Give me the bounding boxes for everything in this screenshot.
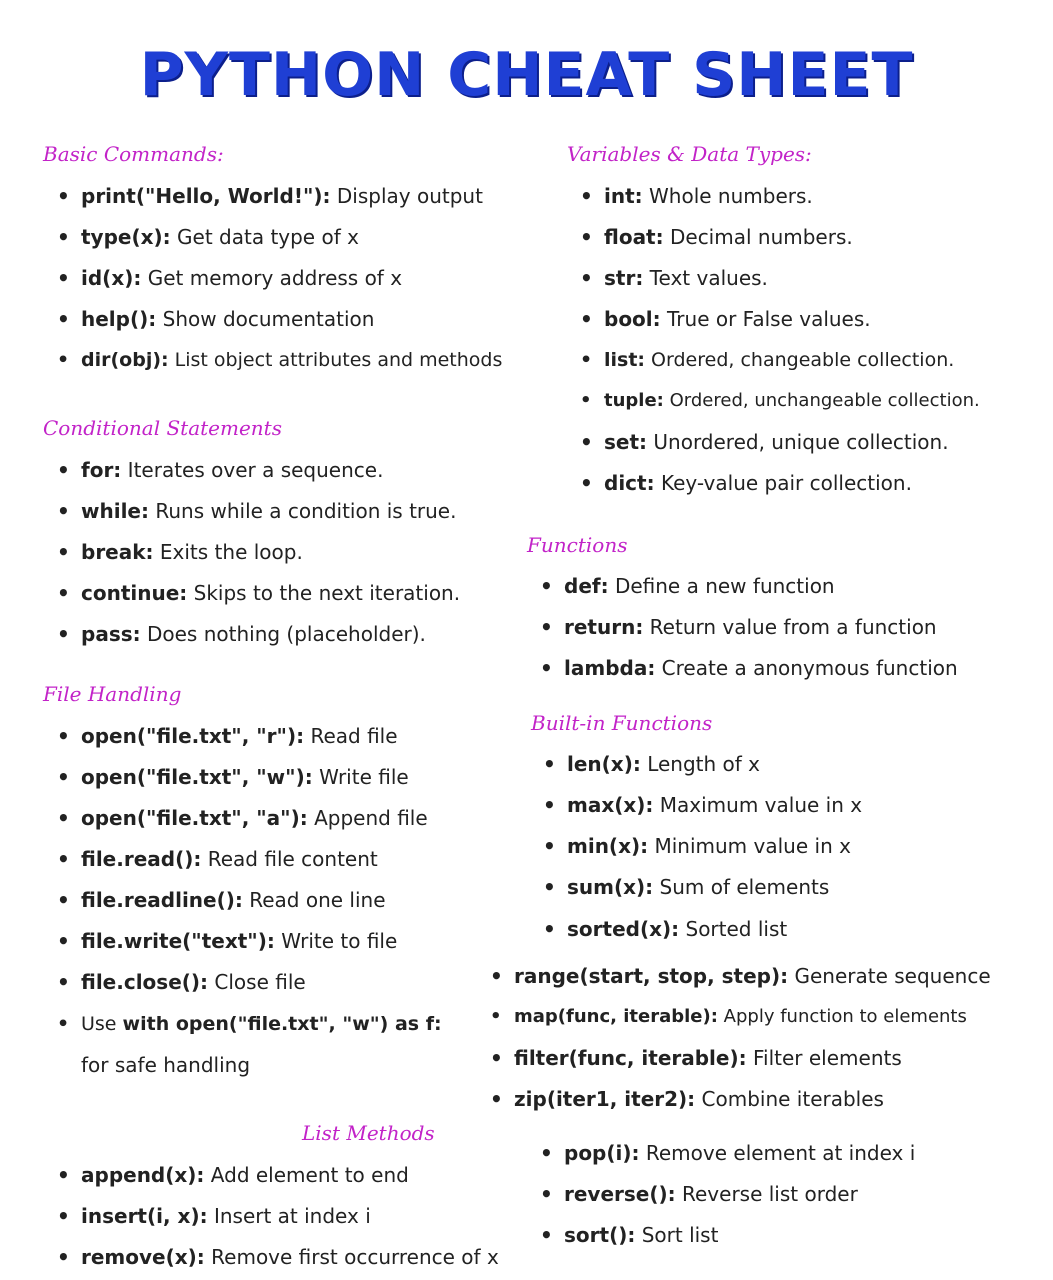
section-title-file-handling: File Handling [43,682,182,706]
list-item: • open("file.txt", "r"): Read file [57,724,398,748]
list-item: • remove(x): Remove first occurrence of x [57,1245,499,1269]
list-item: • open("file.txt", "w"): Write file [57,765,409,789]
list-item: • str: Text values. [580,266,768,290]
list-item: • bool: True or False values. [580,307,871,331]
section-title-variables-data-types: Variables & Data Types: [567,142,812,166]
list-item: • range(start, stop, step): Generate sequence [490,964,991,988]
list-item: • insert(i, x): Insert at index i [57,1204,371,1228]
list-item: • break: Exits the loop. [57,540,303,564]
list-item: • while: Runs while a condition is true. [57,499,457,523]
list-item: • file.read(): Read file content [57,847,378,871]
list-item: • pass: Does nothing (placeholder). [57,622,426,646]
list-item: • file.readline(): Read one line [57,888,386,912]
list-item: • filter(func, iterable): Filter elements [490,1046,902,1070]
page-title: PYTHON CHEAT SHEET [139,40,914,110]
list-item: • zip(iter1, iter2): Combine iterables [490,1087,884,1111]
list-item: • id(x): Get memory address of x [57,266,403,290]
list-item: • return: Return value from a function [540,615,937,639]
list-item: • help(): Show documentation [57,307,375,331]
list-item: • reverse(): Reverse list order [540,1182,858,1206]
section-title-list-methods: List Methods [302,1121,435,1145]
section-title-basic-commands: Basic Commands: [43,142,224,166]
section-title-built-in-functions: Built-in Functions [531,711,713,735]
list-item: • max(x): Maximum value in x [543,793,863,817]
list-item: • map(func, iterable): Apply function to elements [490,1006,967,1027]
list-item: • sort(): Sort list [540,1223,719,1247]
list-item: • pop(i): Remove element at index i [540,1141,916,1165]
list-item: • int: Whole numbers. [580,184,813,208]
list-item: • continue: Skips to the next iteration. [57,581,461,605]
list-item: • file.close(): Close file [57,970,306,994]
list-item: • append(x): Add element to end [57,1163,409,1187]
list-item: • file.write("text"): Write to file [57,929,398,953]
list-item: • set: Unordered, unique collection. [580,430,949,454]
list-item: • float: Decimal numbers. [580,225,853,249]
section-title-functions: Functions [527,533,628,557]
list-item: • lambda: Create a anonymous function [540,656,958,680]
list-item: • min(x): Minimum value in x [543,834,851,858]
list-item: • Use with open("file.txt", "w") as f: [57,1013,442,1035]
list-item: • type(x): Get data type of x [57,225,359,249]
list-item: • dict: Key-value pair collection. [580,471,912,495]
list-item: • list: Ordered, changeable collection. [580,349,955,371]
list-item: • sum(x): Sum of elements [543,875,830,899]
list-item: • len(x): Length of x [543,752,761,776]
list-item: • open("file.txt", "a"): Append file [57,806,428,830]
list-item-continuation: for safe handling [81,1053,251,1077]
section-title-conditional-statements: Conditional Statements [43,416,282,440]
list-item: • for: Iterates over a sequence. [57,458,384,482]
list-item: • dir(obj): List object attributes and methods [57,349,503,371]
list-item: • tuple: Ordered, unchangeable collection. [580,390,980,411]
list-item: • sorted(x): Sorted list [543,917,788,941]
list-item: • print("Hello, World!"): Display output [57,184,483,208]
list-item: • def: Define a new function [540,574,835,598]
